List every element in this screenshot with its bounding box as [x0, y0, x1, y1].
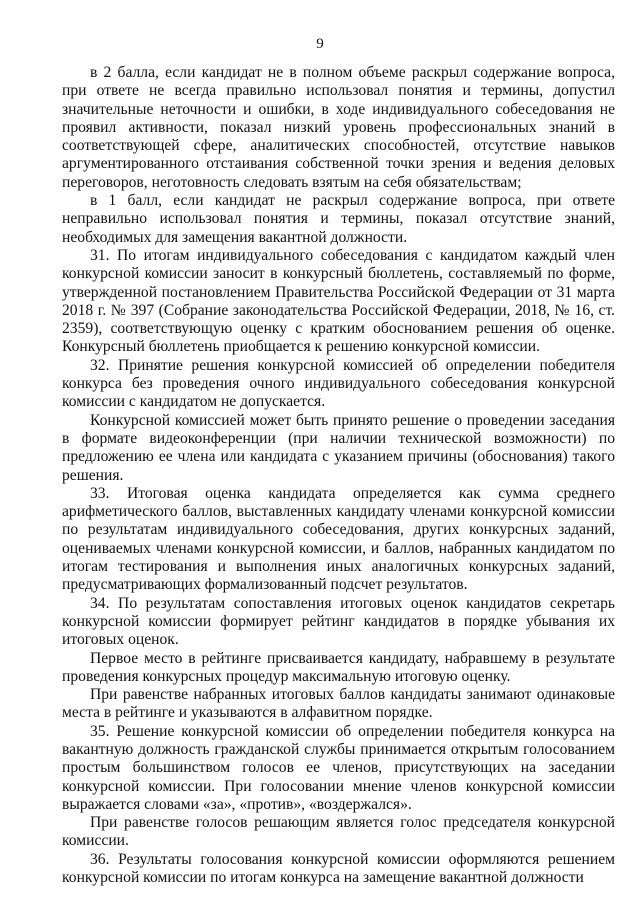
paragraph-equal-scores: При равенстве набранных итоговых баллов кандидаты занимают одинаковые места в рейтинге и указываются в алфавитном порядке. — [62, 686, 615, 722]
paragraph-31: 31. По итогам индивидуального собеседования с кандидатом каждый член конкурсной комиссии заносит в конкурсный бюллетень, составляемый по форме, утвержденной постановлением Правительства Российской Федерации от 31 марта 2018 г. № 397 (Собрание законодательства Российской Федерации, 2018, № 16, ст. 2359), соответствующую оценку с кратким обоснованием решения об оценке. Конкурсный бюллетень приобщается к решению конкурсной комиссии. — [62, 246, 615, 356]
paragraph-34: 34. По результатам сопоставления итоговых оценок кандидатов секретарь конкурсной комиссии формирует рейтинг кандидатов в порядке убывания их итоговых оценок. — [62, 594, 615, 649]
paragraph-score-2: в 2 балла, если кандидат не в полном объеме раскрыл содержание вопроса, при ответе не всегда правильно использовал понятия и термины, допустил значительные неточности и ошибки, в ходе индивидуального собеседования не проявил активности, показал низкий уровень профессиональных знаний в соответствующей сфере, аналитических способностей, отсутствие навыков аргументированного отстаивания собственной точки зрения и ведения деловых переговоров, неготовность следовать взятым на себя обязательствам; — [62, 64, 615, 191]
paragraph-32: 32. Принятие решения конкурсной комиссией об определении победителя конкурса без проведения очного индивидуального собеседования конкурсной комиссии с кандидатом не допускается. — [62, 356, 615, 411]
document-body — [62, 64, 615, 887]
paragraph-equal-votes: При равенстве голосов решающим является голос председателя конкурсной комиссии. — [62, 814, 615, 850]
paragraph-33: 33. Итоговая оценка кандидата определяется как сумма среднего арифметического баллов, выставленных кандидату членами конкурсной комиссии по результатам индивидуального собеседования, других конкурсных заданий, оцениваемых членами конкурсной комиссии, и баллов, набранных кандидатом по итогам тестирования и выполнения иных аналогичных конкурсных заданий, предусматривающих формализованный подсчет результатов. — [62, 484, 615, 594]
paragraph-videoconference: Конкурсной комиссией может быть принято решение о проведении заседания в формате видеоконференции (при наличии технической возможности) по предложению ее члена или кандидата с указанием причины (обоснования) такого решения. — [62, 411, 615, 484]
paragraph-score-1: в 1 балл, если кандидат не раскрыл содержание вопроса, при ответе неправильно использовал понятия и термины, показал отсутствие знаний, необходимых для замещения вакантной должности. — [62, 192, 615, 246]
paragraph-36: 36. Результаты голосования конкурсной комиссии оформляются решением конкурсной комиссии по итогам конкурса на замещение вакантной должности — [62, 850, 615, 887]
page-number: 9 — [316, 36, 324, 52]
paragraph-first-place: Первое место в рейтинге присваивается кандидату, набравшему в результате проведения конкурсных процедур максимальную итоговую оценку. — [62, 649, 615, 685]
paragraph-35: 35. Решение конкурсной комиссии об определении победителя конкурса на вакантную должность гражданской службы принимается открытым голосованием простым большинством голосов ее членов, присутствующих на заседании конкурсной комиссии. При голосовании мнение членов конкурсной комиссии выражается словами «за», «против», «воздержался». — [62, 722, 615, 813]
